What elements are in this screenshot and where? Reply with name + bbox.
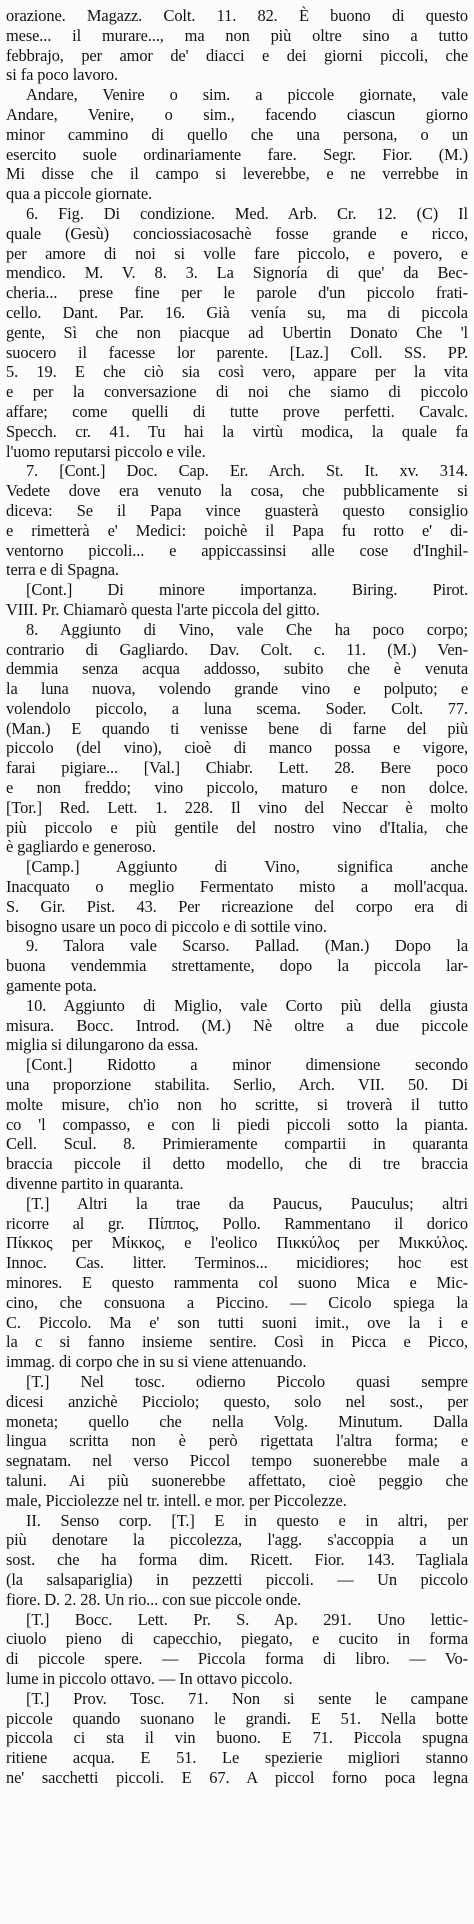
text-line: l'uomo reputarsi piccolo e vile.: [6, 441, 206, 461]
text-line: gamente pota.: [6, 976, 97, 996]
text-line: lume in piccolo ottavo. — In ottavo piccolo.: [6, 1668, 293, 1688]
text-line: divenne partito in quaranta.: [6, 1174, 184, 1194]
text-line: 7. [Cont.] Doc. Cap. Er. Arch. St. It. xv. 314.: [26, 461, 468, 481]
text-line: piccolo (del vino), cioè di manco possa e vigore,: [6, 738, 468, 758]
text-line: più piccolo e più gentile del nostro vino d'Italia, che: [6, 817, 468, 837]
text-line: [T.] Prov. Tosc. 71. Non si sente le campane: [26, 1688, 468, 1708]
text-line: Mi disse che il campo si leverebbe, e ne verrebbe in: [6, 164, 468, 184]
text-line: contrario di Gagliardo. Dav. Colt. c. 11. (M.) Ven-: [6, 639, 468, 659]
text-line: minor cammino di quello che una persona, o un: [6, 124, 468, 144]
text-line: [T.] Nel tosc. odierno Piccolo quasi sempre: [26, 1371, 468, 1391]
text-line: la luna nuova, volendo grande vino e polputo; e: [6, 679, 468, 699]
text-line: II. Senso corp. [T.] E in questo e in altri, per: [26, 1510, 468, 1530]
text-line: volendolo piccolo, a luna scema. Soder. Colt. 77.: [6, 698, 468, 718]
text-line: affare; come quelli di tutte prove perfetti. Cavalc.: [6, 401, 468, 421]
text-line: VIII. Pr. Chiamarò questa l'arte piccola del gitto.: [6, 599, 320, 619]
text-line: braccia piccole il detto modello, che di tre braccia: [6, 1154, 468, 1174]
text-line: lingua scritta non è però rigettata l'altra forma; e: [6, 1431, 468, 1451]
text-line: 10. Aggiunto di Miglio, vale Corto più della giusta: [26, 995, 468, 1015]
text-line: moneta; quello che nella Volg. Minutum. Dalla: [6, 1411, 468, 1431]
text-line: ricorre al gr. Πίππος, Pollo. Rammentano il dorico: [6, 1213, 468, 1233]
text-line: Innoc. Cas. litter. Terminos... micidiores; hoc est: [6, 1253, 468, 1273]
text-line: [Tor.] Red. Lett. 1. 228. Il vino del Neccar è molto: [6, 797, 468, 817]
text-line: e rimetterà e' Medici: poichè il Papa fu rotto e' di-: [6, 520, 468, 540]
text-line: (Man.) E quando ti venisse bene di farne del più: [6, 718, 468, 738]
text-line: co 'l compasso, e con li piedi piccoli sotto la pianta.: [6, 1114, 468, 1134]
text-line: Specch. cr. 41. Tu hai la virtù modica, la quale fa: [6, 421, 468, 441]
text-line: [T.] Bocc. Lett. Pr. S. Ap. 291. Uno lettic-: [26, 1609, 468, 1629]
text-line: [Cont.] Di minore importanza. Biring. Pirot.: [26, 580, 468, 600]
text-line: minores. E questo rammenta col suono Mica e Mic-: [6, 1273, 468, 1292]
text-line: dicesi anzichè Picciolo; questo, solo nel sost., per: [6, 1391, 468, 1411]
text-line: Andare, Venire, o sim., facendo ciascun giorno: [6, 104, 468, 124]
text-line: cello. Dant. Par. 16. Già venía su, ma di piccola: [6, 302, 468, 322]
text-line: più denotare la piccolezza, l'agg. s'accoppia a un: [6, 1530, 468, 1550]
text-line: e per la conversazione di noi che siamo di piccolo: [6, 382, 468, 402]
text-line: piccole quando suonano le grandi. E 51. Nella botte: [6, 1708, 468, 1728]
text-line: ventorno piccoli... e appiccassinsi alle cose d'Inghil-: [6, 540, 468, 560]
text-line: ne' sacchetti piccoli. E 67. A piccol forno poca legna: [6, 1767, 468, 1787]
text-line: piccola ci sta il vin buono. E 71. Piccola spugna: [6, 1728, 468, 1748]
text-line: per amore di noi si volle fare piccolo, e povero, e: [6, 243, 468, 263]
text-line: sost. che ha forma dim. Ricett. Fior. 143. Tagliala: [6, 1550, 468, 1570]
text-line: e non freddo; vino piccolo, maturo e non dolce.: [6, 778, 468, 798]
text-line: misura. Bocc. Introd. (M.) Nè oltre a due piccole: [6, 1015, 468, 1035]
text-line: Πίκκος per Μίκκος, e l'eolico Πικκύλος per Μικκύλος.: [6, 1233, 468, 1253]
text-line: S. Gir. Pist. 43. Per ricreazione del corpo era di: [6, 896, 468, 916]
text-line: segnatam. nel verso Piccol tempo suonerebbe male a: [6, 1451, 468, 1471]
text-line: 8. Aggiunto di Vino, vale Che ha poco corpo;: [26, 619, 468, 639]
text-line: la c si fanno insieme sentire. Così in Picca e Picco,: [6, 1332, 468, 1352]
text-line: diceva: Se il Papa vince guasterà questo consiglio: [6, 500, 468, 520]
text-line: esercito suole ordinariamente fare. Segr. Fior. (M.): [6, 144, 468, 164]
text-line: cino, che consuona a Piccino. — Cicolo spiega la: [6, 1292, 468, 1312]
text-line: [T.] Altri la trae da Paucus, Pauculus; altri: [26, 1193, 468, 1213]
text-line: miglia si dilungarono da essa.: [6, 1035, 199, 1055]
text-line: terra e di Spagna.: [6, 560, 119, 580]
text-line: farai pigiare... [Val.] Chiabr. Lett. 28. Bere poco: [6, 758, 468, 778]
text-line: suocero il facesse lor parente. [Laz.] Coll. SS. PP.: [6, 342, 468, 362]
text-line: ciuolo pieno di capecchio, piegato, e cucito in forma: [6, 1629, 468, 1649]
text-line: si fa poco lavoro.: [6, 65, 118, 85]
text-line: bisogno usare un poco di piccolo e di sottile vino.: [6, 916, 327, 936]
text-line: è gagliardo e generoso.: [6, 837, 156, 857]
text-line: 6. Fig. Di condizione. Med. Arb. Cr. 12. (C) Il: [26, 203, 468, 223]
text-line: mendico. M. V. 8. 3. La Signoría di que' da Bec-: [6, 263, 468, 283]
text-line: qua a piccole giornate.: [6, 184, 153, 204]
text-line: 9. Talora vale Scarso. Pallad. (Man.) Dopo la: [26, 936, 468, 956]
text-line: [Camp.] Aggiunto di Vino, significa anche: [26, 857, 468, 877]
text-line: Vedete dove era venuto la cosa, che pubblicamente si: [6, 481, 468, 501]
text-line: Inacquato o meglio Fermentato misto a moll'acqua.: [6, 877, 468, 897]
text-line: immag. di corpo che in su si viene attenuando.: [6, 1352, 307, 1372]
text-line: mese... il murare..., ma non più oltre sino a tutto: [6, 25, 468, 45]
text-line: (la salsapariglia) in pezzetti piccoli. — Un piccolo: [6, 1569, 468, 1589]
text-line: 5. 19. E che ciò sia così vero, appare per la vita: [6, 362, 468, 382]
text-line: C. Piccolo. Ma e' son tutti suoni imit., ove la i e: [6, 1312, 468, 1332]
text-line: male, Picciolezze nel tr. intell. e mor. per Piccolezze.: [6, 1490, 347, 1510]
text-line: fiore. D. 2. 28. Un rio... con sue piccole onde.: [6, 1589, 302, 1609]
text-line: di piccole spere. — Piccola forma di libro. — Vo-: [6, 1649, 468, 1669]
dictionary-column: [6, 6, 468, 1788]
text-line: gente, Sì che non piacque ad Ubertin Donato Che 'l: [6, 322, 468, 342]
text-line: orazione. Magazz. Colt. 11. 82. È buono di questo: [6, 6, 468, 25]
text-line: demmia senza acqua addosso, subito che è venuta: [6, 659, 468, 679]
text-line: buona vendemmia strettamente, dopo la piccola lar-: [6, 956, 468, 976]
text-line: [Cont.] Ridotto a minor dimensione secondo: [26, 1055, 468, 1075]
text-line: taluni. Ai più suonerebbe affettato, cioè peggio che: [6, 1470, 468, 1490]
text-line: Andare, Venire o sim. a piccole giornate, vale: [26, 85, 468, 105]
text-line: Cell. Scul. 8. Primieramente compartii in quaranta: [6, 1134, 468, 1154]
text-line: febbrajo, per amor de' diacci e dei giorni piccoli, che: [6, 45, 468, 65]
text-line: una proporzione stabilita. Serlio, Arch. VII. 50. Di: [6, 1075, 468, 1095]
text-line: molte misure, ch'io non ho scritte, si troverà il tutto: [6, 1094, 468, 1114]
text-line: quale (Gesù) conciossiacosachè fosse grande e ricco,: [6, 223, 468, 243]
text-line: ritiene acqua. E 51. Le spezierie migliori stanno: [6, 1748, 468, 1768]
text-line: cheria... prese fine per le parole d'un piccolo frati-: [6, 283, 468, 303]
